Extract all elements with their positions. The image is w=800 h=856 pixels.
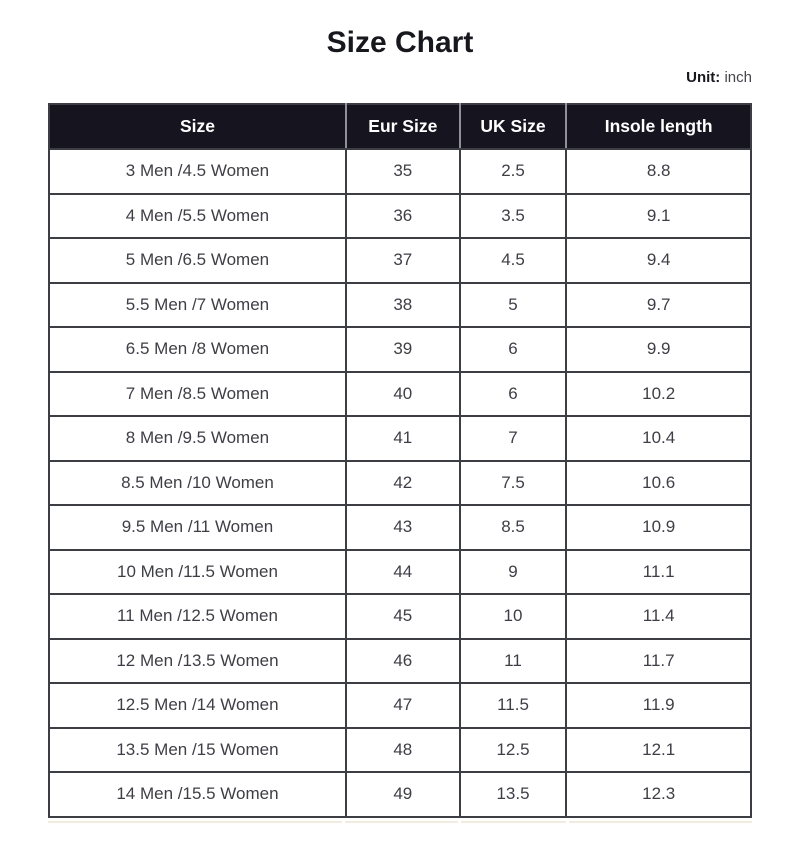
column-header: Eur Size xyxy=(346,104,460,149)
table-body xyxy=(49,149,751,817)
table-cell: 35 xyxy=(346,149,460,194)
table-cell: 10 Men /11.5 Women xyxy=(49,550,346,595)
table-row xyxy=(49,149,751,194)
unit-line xyxy=(48,68,752,88)
table-cell: 8 Men /9.5 Women xyxy=(49,416,346,461)
table-cell: 43 xyxy=(346,505,460,550)
table-row xyxy=(49,238,751,283)
table-cell: 6 xyxy=(460,372,567,417)
page-title: Size Chart xyxy=(326,26,474,59)
cutoff-line-segment xyxy=(345,821,458,823)
table-cell: 9.4 xyxy=(566,238,751,283)
cutoff-line-segment xyxy=(569,821,752,823)
table-cell: 11.5 xyxy=(460,683,567,728)
table-header xyxy=(49,104,751,149)
table-cell: 10 xyxy=(460,594,567,639)
table-cell: 10.4 xyxy=(566,416,751,461)
table-cell: 12.1 xyxy=(566,728,751,773)
table-cell: 39 xyxy=(346,327,460,372)
table-cell: 41 xyxy=(346,416,460,461)
cutoff-line-segment xyxy=(461,821,567,823)
table-cell: 6.5 Men /8 Women xyxy=(49,327,346,372)
table-cell: 12 Men /13.5 Women xyxy=(49,639,346,684)
table-cell: 46 xyxy=(346,639,460,684)
size-chart-table xyxy=(48,103,752,818)
column-header: UK Size xyxy=(460,104,567,149)
table-cell: 8.5 xyxy=(460,505,567,550)
table-cell: 7 xyxy=(460,416,567,461)
table-cell: 4 Men /5.5 Women xyxy=(49,194,346,239)
table-cell: 5.5 Men /7 Women xyxy=(49,283,346,328)
table-cell: 8.8 xyxy=(566,149,751,194)
unit-label: Unit: xyxy=(686,69,721,86)
table-cell: 7.5 xyxy=(460,461,567,506)
table-row xyxy=(49,550,751,595)
table-row xyxy=(49,594,751,639)
table-cell: 11.7 xyxy=(566,639,751,684)
table-row xyxy=(49,283,751,328)
table-row xyxy=(49,461,751,506)
table-cell: 3.5 xyxy=(460,194,567,239)
table-row xyxy=(49,372,751,417)
size-chart-section xyxy=(48,26,752,823)
table-cell: 8.5 Men /10 Women xyxy=(49,461,346,506)
table-cell: 3 Men /4.5 Women xyxy=(49,149,346,194)
table-cell: 42 xyxy=(346,461,460,506)
table-row xyxy=(49,772,751,817)
table-cell: 12.3 xyxy=(566,772,751,817)
table-cell: 7 Men /8.5 Women xyxy=(49,372,346,417)
table-cell: 11.4 xyxy=(566,594,751,639)
table-row xyxy=(49,327,751,372)
table-cell: 13.5 Men /15 Women xyxy=(49,728,346,773)
table-cell: 5 Men /6.5 Women xyxy=(49,238,346,283)
column-header: Insole length xyxy=(566,104,751,149)
cutoff-line-segment xyxy=(48,821,342,823)
table-cell: 9.5 Men /11 Women xyxy=(49,505,346,550)
table-cell: 36 xyxy=(346,194,460,239)
table-cell: 10.6 xyxy=(566,461,751,506)
table-cell: 9.9 xyxy=(566,327,751,372)
table-row xyxy=(49,416,751,461)
table-cell: 9 xyxy=(460,550,567,595)
table-row xyxy=(49,194,751,239)
table-cell: 10.2 xyxy=(566,372,751,417)
table-cell: 45 xyxy=(346,594,460,639)
table-cell: 47 xyxy=(346,683,460,728)
table-cell: 12.5 xyxy=(460,728,567,773)
unit-value: inch xyxy=(724,69,752,86)
table-row xyxy=(49,728,751,773)
table-cell: 11.1 xyxy=(566,550,751,595)
table-cell: 13.5 xyxy=(460,772,567,817)
table-cell: 11 xyxy=(460,639,567,684)
table-cell: 5 xyxy=(460,283,567,328)
table-cell: 2.5 xyxy=(460,149,567,194)
column-header: Size xyxy=(49,104,346,149)
table-cell: 11 Men /12.5 Women xyxy=(49,594,346,639)
table-cell: 6 xyxy=(460,327,567,372)
table-cell: 37 xyxy=(346,238,460,283)
table-cell: 48 xyxy=(346,728,460,773)
table-cell: 12.5 Men /14 Women xyxy=(49,683,346,728)
table-cell: 10.9 xyxy=(566,505,751,550)
table-row xyxy=(49,683,751,728)
table-cell: 14 Men /15.5 Women xyxy=(49,772,346,817)
table-cell: 44 xyxy=(346,550,460,595)
table-row xyxy=(49,639,751,684)
table-cell: 40 xyxy=(346,372,460,417)
cutoff-next-table-line xyxy=(48,821,752,823)
table-cell: 9.7 xyxy=(566,283,751,328)
table-row xyxy=(49,505,751,550)
table-cell: 11.9 xyxy=(566,683,751,728)
table-cell: 4.5 xyxy=(460,238,567,283)
table-cell: 9.1 xyxy=(566,194,751,239)
table-header-row xyxy=(49,104,751,149)
table-cell: 38 xyxy=(346,283,460,328)
table-cell: 49 xyxy=(346,772,460,817)
